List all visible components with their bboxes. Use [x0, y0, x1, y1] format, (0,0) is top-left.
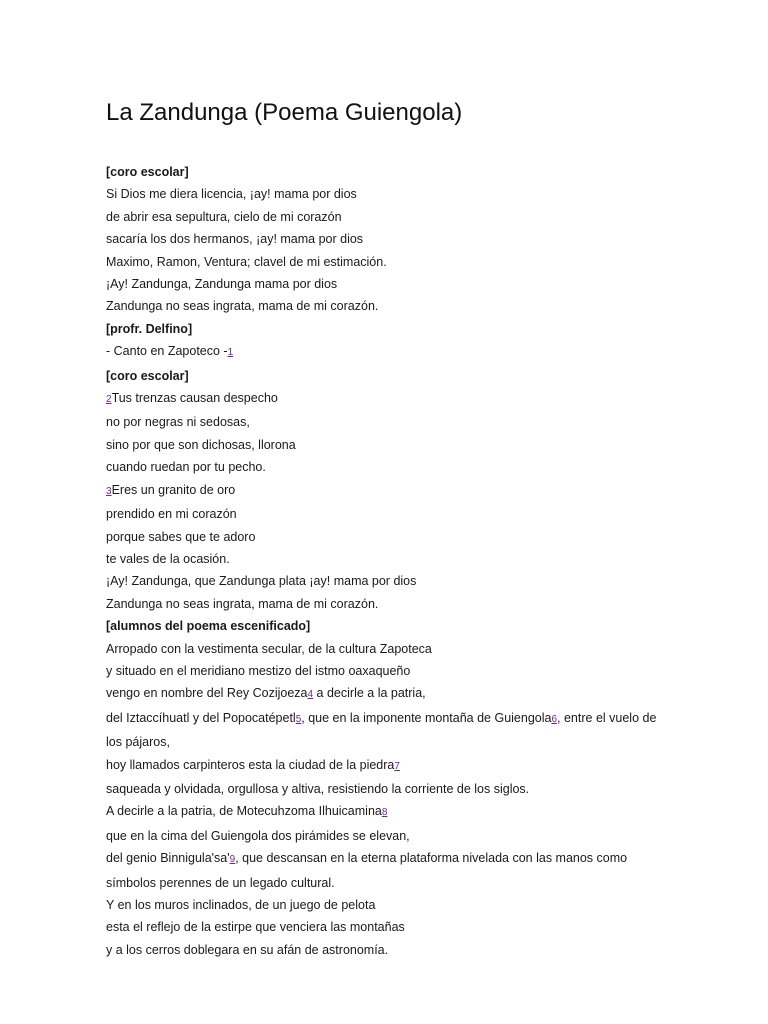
- footnote-link[interactable]: 1: [227, 347, 234, 359]
- poem-line: [106, 273, 666, 295]
- line-text: Zandunga no seas ingrata, mama de mi corazón.: [106, 299, 379, 314]
- line-text: Y en los muros inclinados, de un juego de pelota: [106, 898, 376, 912]
- footnote-link[interactable]: 9: [229, 854, 236, 866]
- line-text: , que en la imponente montaña de Guiengola: [301, 710, 552, 725]
- footnote-link[interactable]: 6: [551, 713, 558, 725]
- footnote-link[interactable]: 3: [106, 485, 112, 497]
- poem-line: [106, 682, 666, 706]
- poem-line: [106, 800, 666, 824]
- poem-line: [106, 434, 666, 456]
- line-text: te vales de la ocasión.: [106, 551, 230, 566]
- line-text: [coro escolar]: [106, 165, 189, 179]
- line-text: vengo en nombre del Rey Cozijoeza: [106, 686, 308, 701]
- line-text: ¡Ay! Zandunga, Zandunga mama por dios: [106, 277, 338, 292]
- section-heading: [106, 615, 666, 637]
- line-text: A decirle a la patria, de Motecuhzoma Ilhuicamina: [106, 804, 382, 819]
- poem-line: [106, 503, 666, 525]
- poem-line: [106, 778, 666, 800]
- footnote-link[interactable]: 5: [295, 713, 302, 725]
- document-page: [106, 96, 666, 961]
- line-text: Arropado con la vestimenta secular, de la cultura Zapoteca: [106, 641, 432, 656]
- line-text: del genio Binnigula'sa': [106, 851, 230, 866]
- footnote-link[interactable]: 4: [307, 689, 314, 701]
- poem-line: [106, 660, 666, 682]
- line-text: , que descansan en la eterna plataforma nivelada con las manos como símbolos perennes de un legado cultural.: [106, 851, 628, 890]
- line-text: [alumnos del poema escenificado]: [106, 619, 311, 634]
- poem-line: [106, 570, 666, 592]
- footnote-link[interactable]: 2: [106, 394, 112, 406]
- footnote-link[interactable]: 7: [394, 760, 400, 772]
- poem-line: [106, 387, 666, 411]
- line-text: que en la cima del Guiengola dos pirámides se elevan,: [106, 828, 410, 843]
- poem-line: [106, 638, 666, 660]
- line-text: porque sabes que te adoro: [106, 529, 256, 544]
- poem-line: [106, 847, 666, 894]
- line-text: Eres un granito de oro: [111, 482, 236, 497]
- line-text: [coro escolar]: [106, 368, 189, 383]
- poem-line: [106, 411, 666, 433]
- poem-line: [106, 526, 666, 548]
- poem-line: [106, 825, 666, 847]
- poem-line: [106, 183, 666, 205]
- line-text: sacaría los dos hermanos, ¡ay! mama por dios: [106, 232, 364, 247]
- poem-line: [106, 340, 666, 364]
- line-text: [profr. Delfino]: [106, 321, 193, 336]
- poem-line: [106, 707, 666, 754]
- poem-line: [106, 206, 666, 228]
- line-text: cuando ruedan por tu pecho.: [106, 460, 266, 475]
- line-text: del Iztaccíhuatl y del Popocatépetl: [106, 710, 296, 725]
- line-text: prendido en mi corazón: [106, 507, 237, 522]
- line-text: Tus trenzas causan despecho: [111, 391, 278, 406]
- poem-line: [106, 456, 666, 478]
- line-text: y a los cerros doblegara en su afán de astronomía.: [106, 942, 389, 957]
- poem-line: [106, 228, 666, 250]
- document-title: La Zandunga (Poema Guiengola): [106, 99, 463, 126]
- line-text: sino por que son dichosas, llorona: [106, 437, 296, 452]
- section-heading: [106, 318, 666, 340]
- poem-line: [106, 939, 666, 961]
- line-text: esta el reflejo de la estirpe que venciera las montañas: [106, 920, 405, 935]
- line-text: a decirle a la patria,: [313, 686, 426, 701]
- poem-body: [106, 161, 666, 961]
- poem-line: [106, 894, 666, 916]
- poem-line: [106, 593, 666, 615]
- poem-line: [106, 479, 666, 503]
- line-text: saqueada y olvidada, orgullosa y altiva, resistiendo la corriente de los siglos.: [106, 781, 530, 796]
- line-text: de abrir esa sepultura, cielo de mi corazón: [106, 209, 342, 224]
- section-heading: [106, 161, 666, 183]
- footnote-link[interactable]: 8: [381, 807, 388, 819]
- line-text: Maximo, Ramon, Ventura; clavel de mi estimación.: [106, 254, 387, 269]
- poem-line: [106, 548, 666, 570]
- line-text: - Canto en Zapoteco -: [106, 344, 228, 359]
- poem-line: [106, 916, 666, 938]
- line-text: hoy llamados carpinteros esta la ciudad de la piedra: [106, 757, 395, 772]
- line-text: , entre el vuelo de los pájaros,: [106, 710, 657, 750]
- line-text: y situado en el meridiano mestizo del istmo oaxaqueño: [106, 663, 411, 678]
- poem-line: [106, 295, 666, 317]
- line-text: ¡Ay! Zandunga, que Zandunga plata ¡ay! mama por dios: [106, 574, 417, 589]
- line-text: Si Dios me diera licencia, ¡ay! mama por dios: [106, 187, 357, 202]
- poem-line: [106, 754, 666, 778]
- section-heading: [106, 365, 666, 387]
- line-text: Zandunga no seas ingrata, mama de mi corazón.: [106, 596, 379, 611]
- line-text: no por negras ni sedosas,: [106, 415, 250, 430]
- poem-line: [106, 251, 666, 273]
